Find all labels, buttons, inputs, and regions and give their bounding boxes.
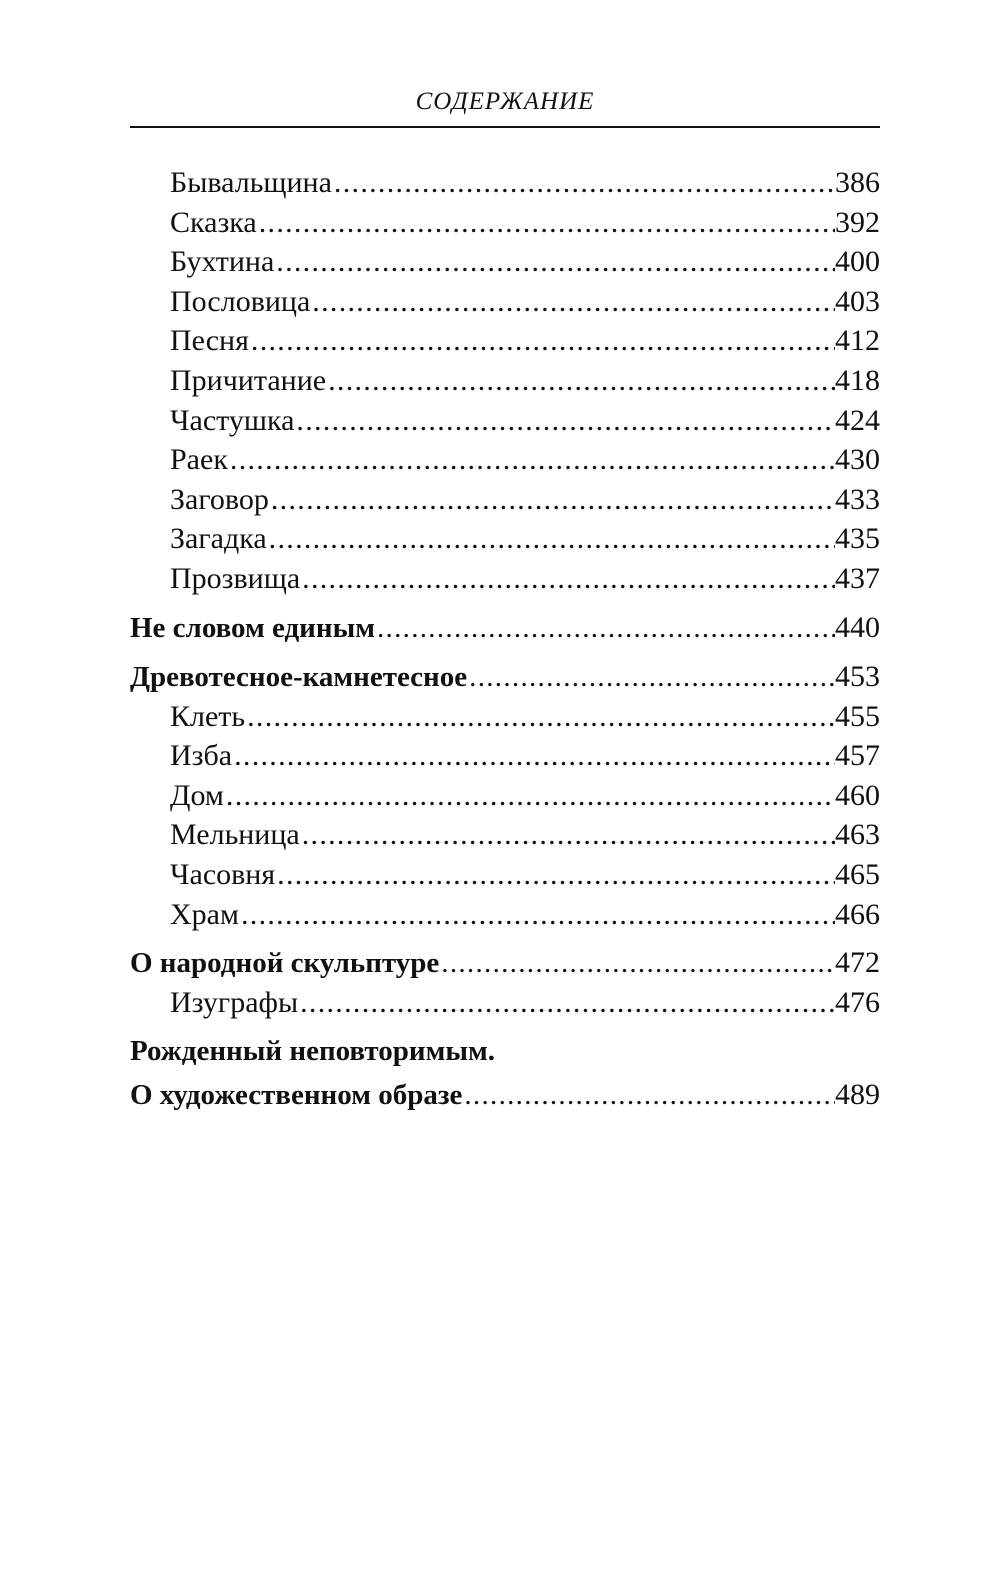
- toc-entry-page: 435: [835, 522, 880, 556]
- toc-entry-title: Изуграфы: [170, 986, 299, 1020]
- toc-entry-title: Раек: [170, 443, 228, 477]
- dot-leader: [228, 440, 835, 480]
- toc-entry-prozvishcha[interactable]: [130, 559, 880, 599]
- toc-section-page: 440: [835, 610, 880, 644]
- toc-entry-pesnya[interactable]: [130, 321, 880, 361]
- toc-entry-title: Пословица: [170, 284, 311, 318]
- dot-leader: [239, 895, 835, 935]
- toc-entry-byvalshchina[interactable]: [130, 163, 880, 203]
- toc-entry-page: 460: [835, 778, 880, 812]
- toc-entry-poslovitsa[interactable]: [130, 282, 880, 322]
- toc-section-title: Не словом единым: [130, 611, 375, 644]
- toc-entry-title: Мельница: [170, 818, 300, 852]
- dot-leader: [310, 282, 835, 322]
- dot-leader: [257, 203, 835, 243]
- toc-entry-page: 437: [835, 561, 880, 595]
- toc-section-title: Рожденный неповторимым.: [130, 1034, 495, 1067]
- dot-leader: [274, 242, 835, 282]
- toc-section-title: О художественном образе: [130, 1078, 463, 1111]
- toc-entry-title: Дом: [170, 778, 224, 812]
- toc-entry-title: Песня: [170, 324, 249, 358]
- toc-entry-skazka[interactable]: [130, 203, 880, 243]
- toc-entry-page: 463: [835, 818, 880, 852]
- toc-entry-title: Клеть: [170, 699, 246, 733]
- toc-entry-page: 392: [835, 205, 880, 239]
- toc-entry-title: Храм: [170, 897, 239, 931]
- toc-entry-bukhtina[interactable]: [130, 242, 880, 282]
- dot-leader: [462, 1076, 835, 1115]
- toc-entry-dom[interactable]: [130, 776, 880, 816]
- toc-entry-izba[interactable]: [130, 736, 880, 776]
- toc-entry-page: 400: [835, 245, 880, 279]
- toc-entry-klet[interactable]: [130, 697, 880, 737]
- toc-entry-title: Частушка: [170, 403, 295, 437]
- toc-entry-page: 455: [835, 699, 880, 733]
- toc-entry-page: 430: [835, 443, 880, 477]
- toc-entry-raek[interactable]: [130, 440, 880, 480]
- dot-leader: [249, 321, 835, 361]
- toc-entry-page: 476: [835, 986, 880, 1020]
- header-rule: [130, 126, 880, 128]
- toc-entry-chastushka[interactable]: [130, 401, 880, 441]
- toc-entry-title: Причитание: [170, 363, 327, 397]
- toc-entry-title: Изба: [170, 739, 233, 773]
- toc-entry-page: 465: [835, 857, 880, 891]
- toc-section-title: О народной скульптуре: [130, 947, 440, 980]
- dot-leader: [467, 658, 835, 697]
- dot-leader: [298, 983, 835, 1023]
- toc-entry-page: 418: [835, 363, 880, 397]
- toc-entry-zagadka[interactable]: [130, 519, 880, 559]
- dot-leader: [300, 815, 835, 855]
- toc-entry-page: 466: [835, 897, 880, 931]
- toc-entry-page: 386: [835, 166, 880, 199]
- toc-entry-title: Бухтина: [170, 245, 275, 279]
- dot-leader: [326, 361, 835, 401]
- toc-section-rozhdenny-line2[interactable]: [130, 1075, 880, 1115]
- dot-leader: [267, 519, 835, 559]
- toc-entry-page: 424: [835, 403, 880, 437]
- toc-entry-zagovor[interactable]: [130, 480, 880, 520]
- toc-entry-page: 433: [835, 482, 880, 516]
- toc-entry-khram[interactable]: [130, 895, 880, 935]
- dot-leader: [232, 736, 835, 776]
- toc-entry-title: Сказка: [170, 205, 257, 239]
- toc-section-drevotesnoe-kamnetesnoe[interactable]: [130, 657, 880, 697]
- toc-entry-chasovnya[interactable]: [130, 855, 880, 895]
- dot-leader: [269, 480, 835, 520]
- toc-entry-page: 412: [835, 324, 880, 358]
- toc-entry-title: Бывальщина: [170, 166, 332, 199]
- toc-section-ne-slovom-edinym[interactable]: [130, 608, 880, 648]
- dot-leader: [375, 609, 835, 648]
- toc-section-page: 453: [835, 659, 880, 693]
- dot-leader: [300, 559, 835, 599]
- dot-leader: [224, 776, 835, 816]
- toc-entry-melnitsa[interactable]: [130, 815, 880, 855]
- dot-leader: [275, 855, 835, 895]
- toc-entry-page: 457: [835, 739, 880, 773]
- toc-entry-title: Загадка: [170, 522, 267, 556]
- toc-entry-page: 403: [835, 284, 880, 318]
- table-of-contents: [130, 163, 880, 1115]
- dot-leader: [294, 401, 835, 441]
- toc-section-page: 489: [835, 1077, 880, 1111]
- toc-entry-prichitanie[interactable]: [130, 361, 880, 401]
- dot-leader: [332, 163, 835, 203]
- running-header: СОДЕРЖАНИЕ: [415, 88, 595, 115]
- toc-entry-izugrafy[interactable]: [130, 983, 880, 1023]
- toc-entry-title: Часовня: [170, 857, 276, 891]
- toc-entry-title: Заговор: [170, 482, 269, 516]
- toc-entry-title: Прозвища: [170, 561, 301, 595]
- dot-leader: [245, 697, 835, 737]
- toc-section-page: 472: [835, 946, 880, 980]
- dot-leader: [439, 944, 835, 983]
- toc-section-title: Древотесное-камнетесное: [130, 660, 468, 693]
- toc-section-o-narodnoy-skulpture[interactable]: [130, 943, 880, 983]
- toc-section-rozhdenny-line1[interactable]: [130, 1032, 880, 1071]
